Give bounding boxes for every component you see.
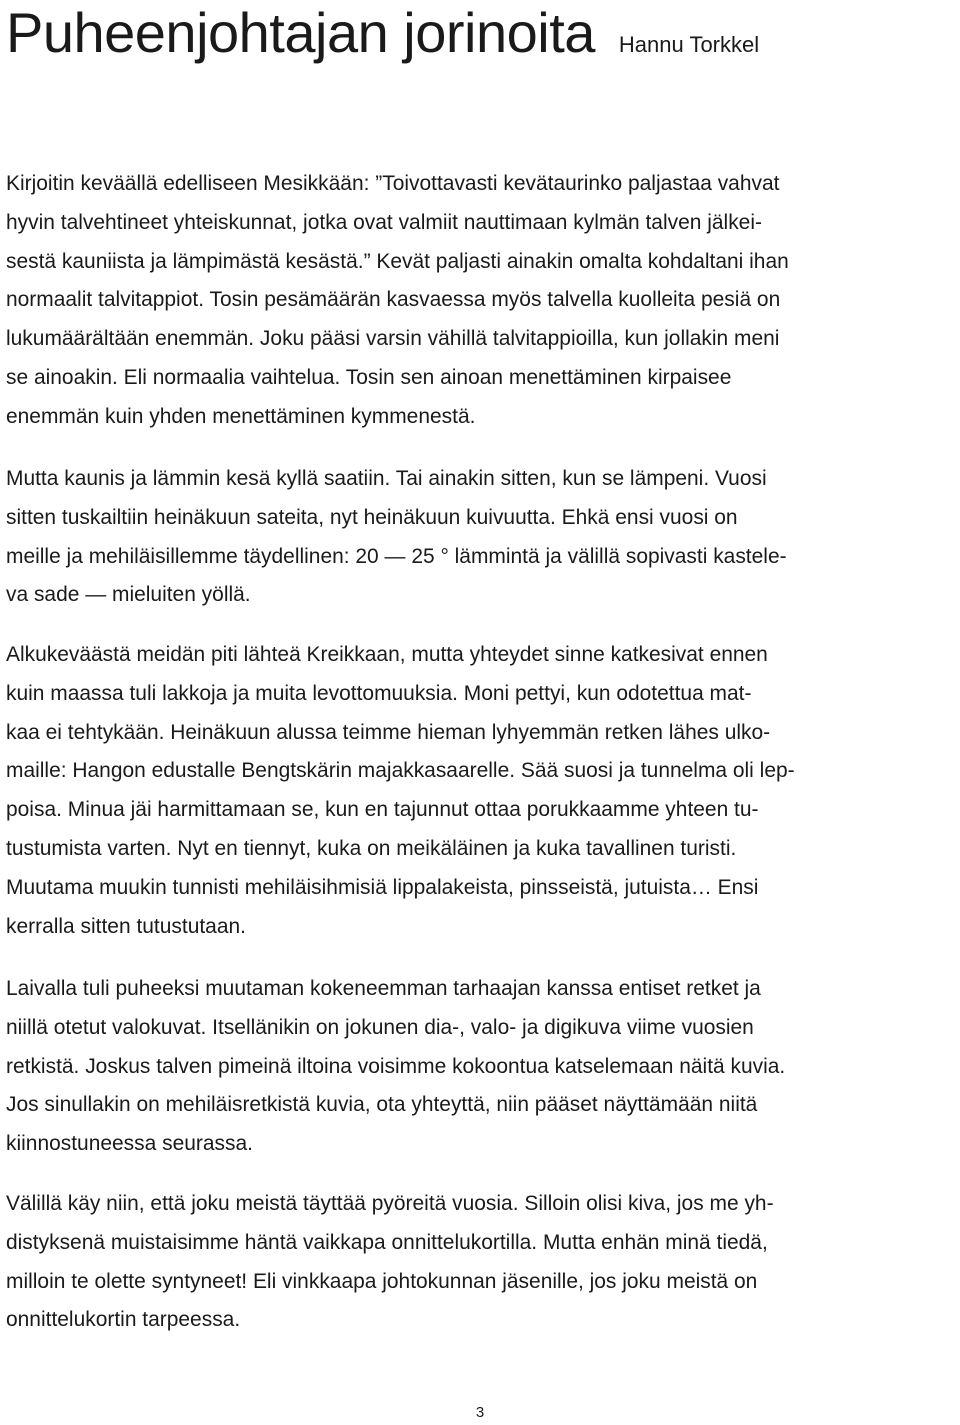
text-line: enemmän kuin yhden menettäminen kymmenestä.	[6, 404, 476, 428]
text-line: distyksenä muistaisimme häntä vaikkapa onnittelukortilla. Mutta enhän minä tiedä,	[6, 1230, 768, 1254]
text-line: maille: Hangon edustalle Bengtskärin majakkasaarelle. Sää suosi ja tunnelma oli lep-	[6, 759, 795, 783]
page-number: 3	[475, 1404, 485, 1421]
author-name: Hannu Torkkel	[618, 32, 760, 57]
text-line: va sade — mieluiten yöllä.	[6, 583, 251, 607]
paragraph-4	[6, 970, 958, 1164]
text-line: lukumäärältään enemmän. Joku pääsi varsin vähillä talvitappioilla, kun jollakin meni	[6, 327, 780, 351]
text-line: niillä otetut valokuvat. Itsellänikin on jokunen dia-, valo- ja digikuva viime vuosien	[6, 1015, 754, 1039]
text-line: Mutta kaunis ja lämmin kesä kyllä saatiin. Tai ainakin sitten, kun se lämpeni. Vuosi	[6, 467, 767, 490]
text-line: meille ja mehiläisillemme täydellinen: 20 — 25 ° lämmintä ja välillä sopivasti kastele-	[6, 544, 787, 568]
text-line: onnittelukortin tarpeessa.	[6, 1308, 241, 1332]
text-line: kaa ei tehtykään. Heinäkuun alussa teimme hieman lyhyemmän retken lähes ulko-	[6, 720, 771, 744]
text-line: se ainoakin. Eli normaalia vaihtelua. Tosin sen ainoan menettäminen kirpaisee	[6, 365, 732, 389]
text-line: milloin te olette syntyneet! Eli vinkkaapa johtokunnan jäsenille, jos joku meistä on	[6, 1269, 758, 1293]
text-line: Laivalla tuli puheeksi muutaman kokeneemman tarhaajan kanssa entiset retket ja	[6, 977, 761, 1000]
text-line: Muutama muukin tunnisti mehiläisihmisiä lippalakeista, pinsseistä, jutuista… Ensi	[6, 875, 759, 899]
text-line: Välillä käy niin, että joku meistä täyttää pyöreitä vuosia. Silloin olisi kiva, jos me yh-	[6, 1192, 774, 1215]
text-line: retkistä. Joskus talven pimeinä iltoina voisimme kokoontua katselemaan näitä kuvia.	[6, 1054, 786, 1078]
text-line: kerralla sitten tutustutaan.	[6, 914, 246, 938]
text-line: Alkukeväästä meidän piti lähteä Kreikkaan, mutta yhteydet sinne katkesivat ennen	[6, 643, 768, 666]
paragraph-5	[6, 1185, 958, 1340]
paragraph-1	[6, 165, 958, 437]
paragraph-2	[6, 460, 958, 615]
text-line: Jos sinullakin on mehiläisretkistä kuvia, ota yhteyttä, niin pääset näyttämään niitä	[6, 1093, 758, 1117]
text-line: poisa. Minua jäi harmittamaan se, kun en tajunnut ottaa porukkaamme yhteen tu-	[6, 798, 759, 822]
page-title: Puheenjohtajan jorinoita	[6, 1, 595, 64]
text-line: hyvin talvehtineet yhteiskunnat, jotka ovat valmiit nauttimaan kylmän talven jälkei-	[6, 210, 762, 234]
text-line: sestä kauniista ja lämpimästä kesästä.” Kevät paljasti ainakin omalta kohdaltani ihan	[6, 249, 789, 273]
text-line: normaalit talvitappiot. Tosin pesämäärän kasvaessa myös talvella kuolleita pesiä on	[6, 288, 781, 312]
text-line: kuin maassa tuli lakkoja ja muita levottomuuksia. Moni pettyi, kun odotettua mat-	[6, 681, 752, 705]
text-line: sitten tuskailtiin heinäkuun sateita, nyt heinäkuun kuivuutta. Ehkä ensi vuosi on	[6, 505, 738, 529]
text-line: Kirjoitin keväällä edelliseen Mesikkään: ”Toivottavasti kevätaurinko paljastaa vahvat	[6, 172, 780, 195]
paragraph-3	[6, 636, 958, 946]
text-line: kiinnostuneessa seurassa.	[6, 1132, 253, 1156]
text-line: tustumista varten. Nyt en tiennyt, kuka on meikäläinen ja kuka tavallinen turisti.	[6, 836, 737, 860]
page-header	[6, 2, 759, 64]
